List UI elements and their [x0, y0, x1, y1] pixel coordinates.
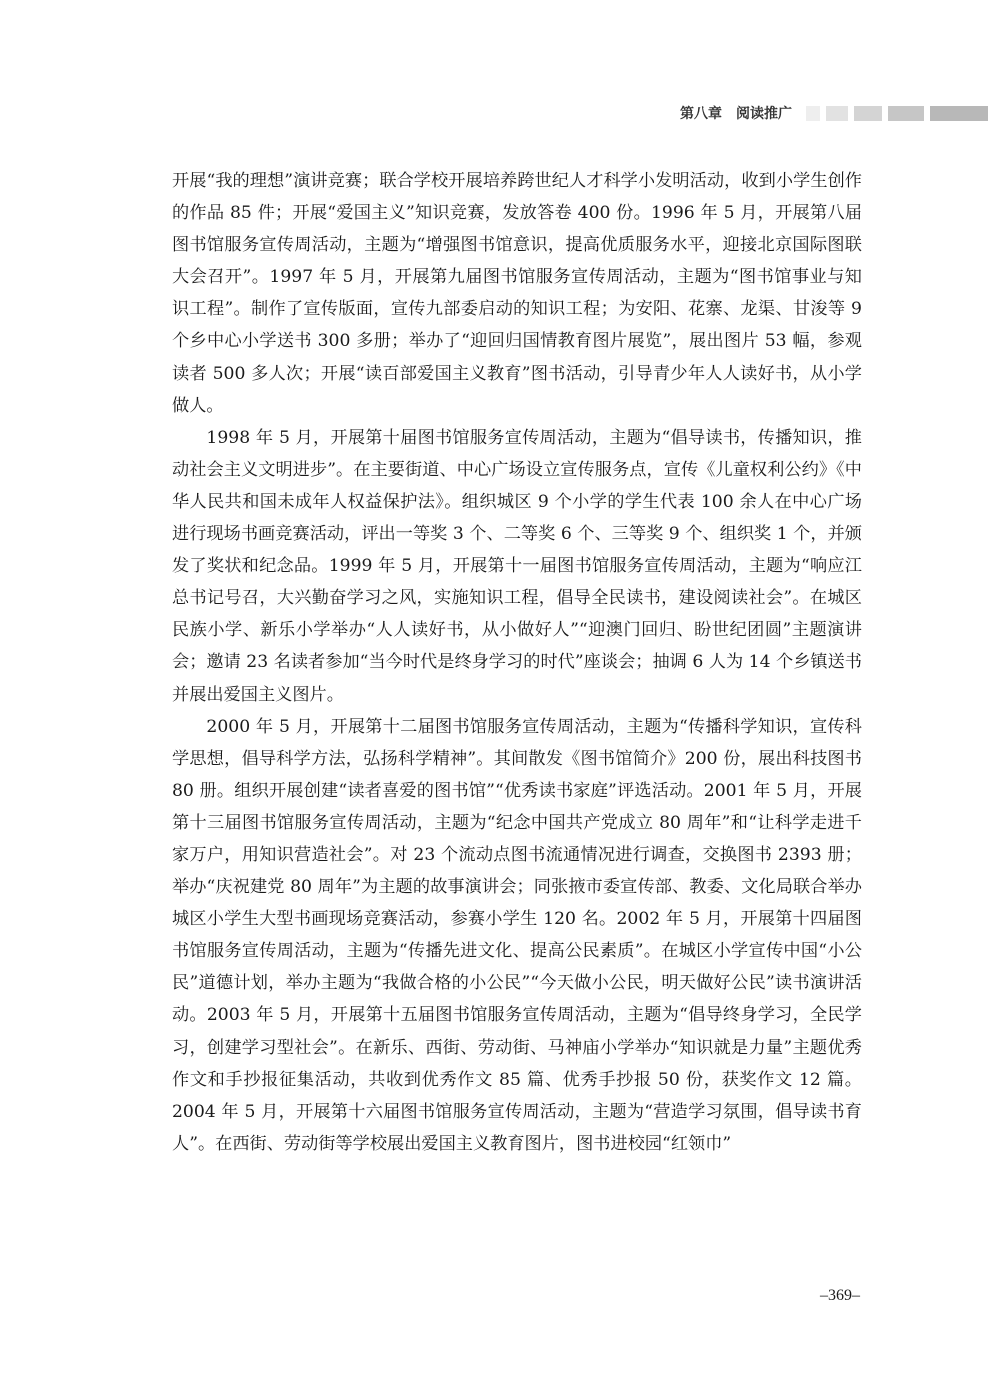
header-decor-block	[826, 106, 848, 121]
paragraph: 1998 年 5 月，开展第十届图书馆服务宣传周活动，主题为“倡导读书，传播知识，推动社会主义文明进步”。在主要街道、中心广场设立宣传服务点，宣传《儿童权利公约》《中华人民共和国未成年人权益保护法》。组织城区 9 个小学的学生代表 100 余人在中心广场进行现场书画竞赛活动，评出一等奖 3 个、二等奖 6 个、三等奖 9 个、组织奖 1 个，并颁发了奖状和纪念品。1999 年 5 月，开展第十一届图书馆服务宣传周活动，主题为“响应江总书记号召，大兴勤奋学习之风，实施知识工程，倡导全民读书，建设阅读社会”。在城区民族小学、新乐小学举办“人人读好书，从小做好人”“迎澳门回归、盼世纪团圆”主题演讲会；邀请 23 名读者参加“当今时代是终身学习的时代”座谈会；抽调 6 人为 14 个乡镇送书并展出爱国主义图片。	[172, 427, 862, 705]
header-decor-block	[888, 106, 924, 121]
paragraph-continued: 开展“我的理想”演讲竞赛；联合学校开展培养跨世纪人才科学小发明活动，收到小学生创作的作品 85 件；开展“爱国主义”知识竞赛，发放答卷 400 份。1996 年 5 月，开展第八届图书馆服务宣传周活动，主题为“增强图书馆意识，提高优质服务水平，迎接北京国际图联大会召开”。1997 年 5 月，开展第九届图书馆服务宣传周活动，主题为“图书馆事业与知识工程”。制作了宣传版面，宣传九部委启动的知识工程；为安阳、花寨、龙渠、甘浚等 9 个乡中心小学送书 300 多册；举办了“迎回归国情教育图片展览”，展出图片 53 幅，参观读者 500 多人次；开展“读百部爱国主义教育”图书活动，引导青少年人人读好书，从小学做人。	[172, 171, 862, 416]
header-decor-block	[854, 106, 882, 121]
chapter-title: 第八章 阅读推广	[680, 106, 792, 122]
body-text	[172, 165, 862, 1160]
header-decor-block	[806, 106, 820, 121]
header-decoration	[806, 106, 988, 121]
header-decor-block	[930, 106, 988, 121]
page-number: –369–	[820, 1287, 860, 1304]
running-header	[680, 103, 988, 123]
paragraph: 2000 年 5 月，开展第十二届图书馆服务宣传周活动，主题为“传播科学知识，宣传科学思想，倡导科学方法，弘扬科学精神”。其间散发《图书馆简介》200 份，展出科技图书 80 册。组织开展创建“读者喜爱的图书馆”“优秀读书家庭”评选活动。2001 年 5 月，开展第十三届图书馆服务宣传周活动，主题为“纪念中国共产党成立 80 周年”和“让科学走进千家万户，用知识营造社会”。对 23 个流动点图书流通情况进行调查，交换图书 2393 册；举办“庆祝建党 80 周年”为主题的故事演讲会；同张掖市委宣传部、教委、文化局联合举办城区小学生大型书画现场竞赛活动，参赛小学生 120 名。2002 年 5 月，开展第十四届图书馆服务宣传周活动，主题为“传播先进文化、提高公民素质”。在城区小学宣传中国“小公民”道德计划，举办主题为“我做合格的小公民”“今天做小公民，明天做好公民”读书演讲活动。2003 年 5 月，开展第十五届图书馆服务宣传周活动，主题为“倡导终身学习，全民学习，创建学习型社会”。在新乐、西街、劳动街、马神庙小学举办“知识就是力量”主题优秀作文和手抄报征集活动，共收到优秀作文 85 篇、优秀手抄报 50 份，获奖作文 12 篇。2004 年 5 月，开展第十六届图书馆服务宣传周活动，主题为“营造学习氛围，倡导读书育人”。在西街、劳动街等学校展出爱国主义教育图片，图书进校园“红领巾”	[172, 716, 862, 1154]
